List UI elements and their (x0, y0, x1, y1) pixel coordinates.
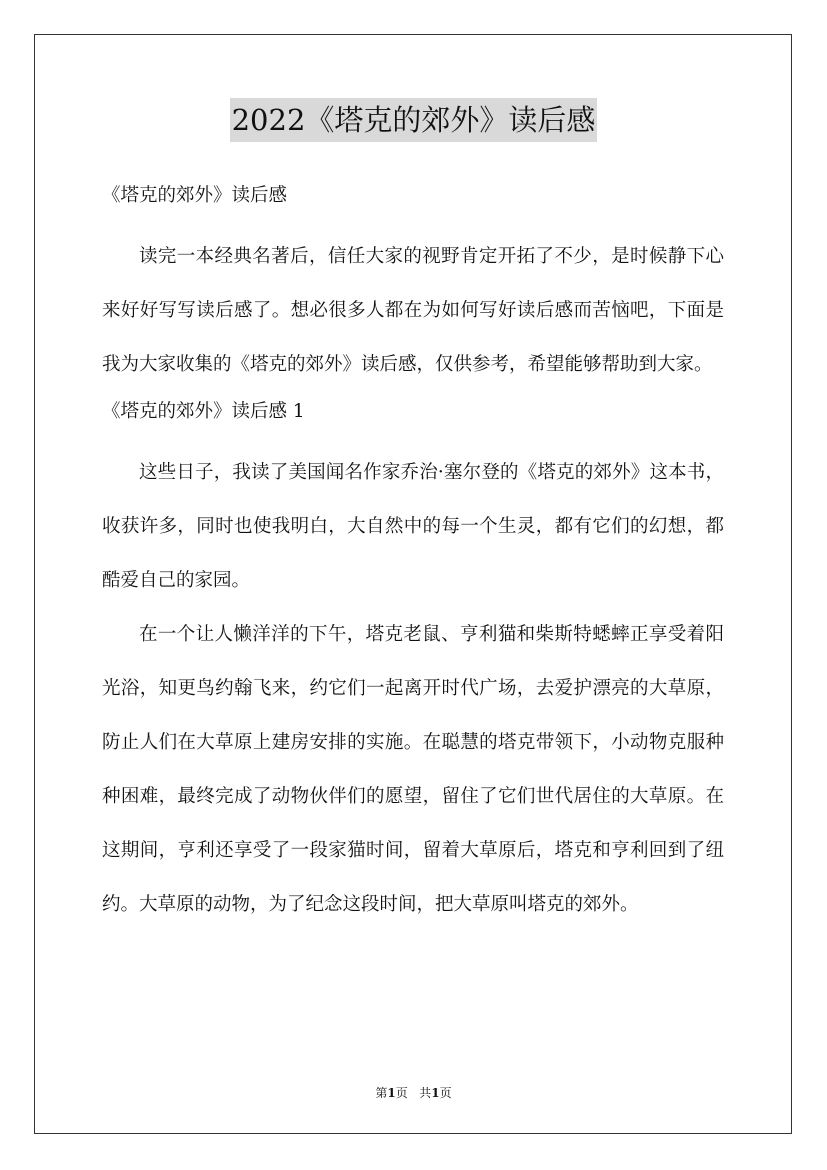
subtitle: 《塔克的郊外》读后感 (102, 185, 288, 206)
total-prefix: 共 (419, 1086, 432, 1100)
page-suffix: 页 (395, 1086, 408, 1100)
body-paragraph-1: 这些日子，我读了美国闻名作家乔治·塞尔登的《塔克的郊外》这本书，收获许多，同时也使我明白，大自然中的每一个生灵，都有它们的幻想，都酷爱自己的家园。 (102, 462, 724, 591)
section-heading: 《塔克的郊外》读后感 1 (102, 401, 305, 422)
title-wrap (0, 98, 827, 142)
page-prefix: 第 (375, 1086, 388, 1100)
total-number: 1 (431, 1086, 440, 1100)
total-suffix: 页 (439, 1086, 452, 1100)
document-body (102, 176, 724, 932)
intro-paragraph: 读完一本经典名著后，信任大家的视野肯定开拓了不少，是时候静下心来好好写写读后感了。想必很多人都在为如何写好读后感而苦恼吧，下面是我为大家收集的《塔克的郊外》读后感，仅供参考，希望能够帮助到大家。 (102, 246, 724, 375)
document-title: 2022《塔克的郊外》读后感 (230, 98, 598, 142)
page-number: 1 (387, 1086, 396, 1100)
body-paragraph-2: 在一个让人懒洋洋的下午，塔克老鼠、亨利猫和柴斯特蟋蟀正享受着阳光浴，知更鸟约翰飞来，约它们一起离开时代广场，去爱护漂亮的大草原，防止人们在大草原上建房安排的实施。在聪慧的塔克带领下，小动物克服种种困难，最终完成了动物伙伴们的愿望，留住了它们世代居住的大草原。在这期间，亨利还享受了一段家猫时间，留着大草原后，塔克和亨利回到了纽约。大草原的动物，为了纪念这段时间，把大草原叫塔克的郊外。 (102, 624, 724, 915)
page-footer (0, 1084, 827, 1101)
